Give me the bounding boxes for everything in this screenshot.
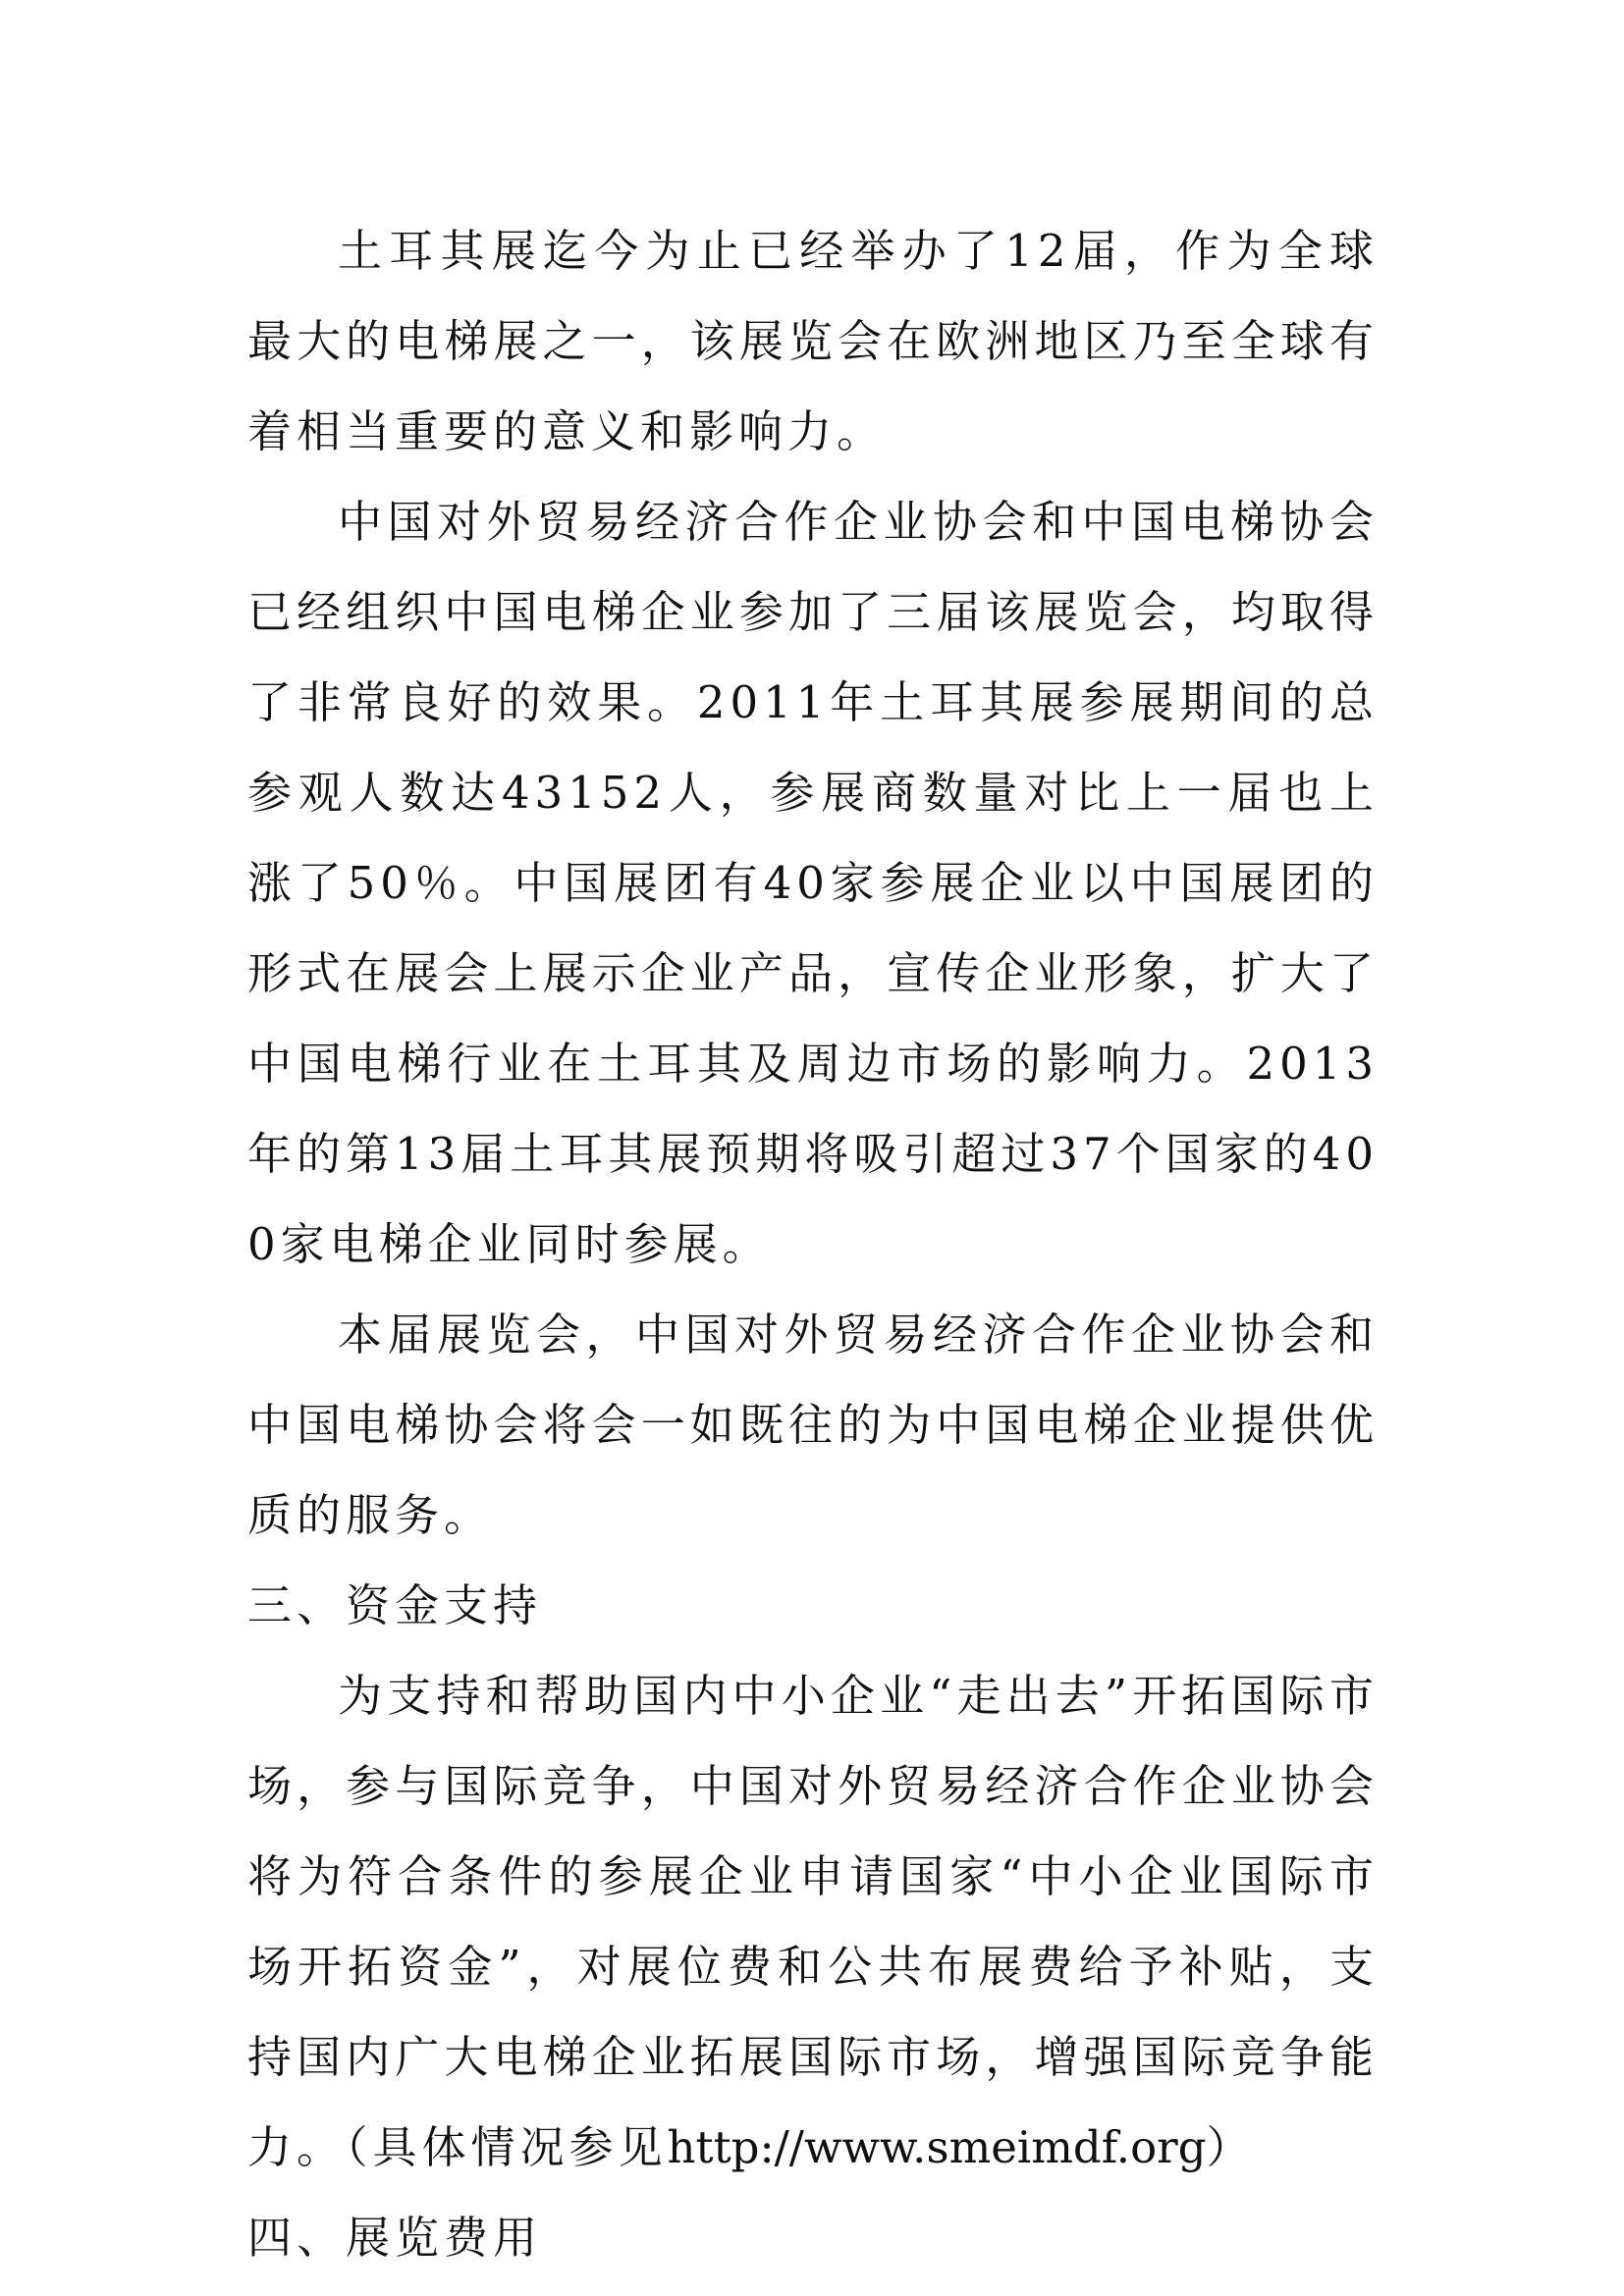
document-body [247,206,1379,2283]
paragraph-turkey-expo-intro: 土耳其展迄今为止已经举办了12届，作为全球最大的电梯展之一，该展览会在欧洲地区乃至全球有着相当重要的意义和影响力。 [247,225,1379,457]
funding-website-link[interactable]: http://www.smeimdf.org [667,2121,1207,2173]
section-heading-funding: 三、资金支持 [247,1579,543,1631]
funding-support-text: 为支持和帮助国内中小企业“走出去”开拓国际市场，参与国际竞争，中国对外贸易经济合作企业协会将为符合条件的参展企业申请国家“中小企业国际市场开拓资金”，对展位费和公共布展费给予补贴，支持国内广大电梯企业拓展国际市场，增强国际竞争能力。（具体情况参见 [247,1670,1379,2173]
paragraph-service-commitment: 本届展览会，中国对外贸易经济合作企业协会和中国电梯协会将会一如既往的为中国电梯企业提供优质的服务。 [247,1308,1379,1541]
section-heading-fees: 四、展览费用 [247,2212,543,2264]
paragraph-funding-support [247,1651,1379,2193]
paragraph-past-participation: 中国对外贸易经济合作企业协会和中国电梯协会已经组织中国电梯企业参加了三届该展览会，均取得了非常良好的效果。2011年土耳其展参展期间的总参观人数达43152人，参展商数量对比上一届也上涨了50％。中国展团有40家参展企业以中国展团的形式在展会上展示企业产品，宣传企业形象，扩大了中国电梯行业在土耳其及周边市场的影响力。2013年的第13届土耳其展预期将吸引超过37个国家的400家电梯企业同时参展。 [247,496,1379,1270]
funding-close-paren: ） [1206,2121,1256,2173]
